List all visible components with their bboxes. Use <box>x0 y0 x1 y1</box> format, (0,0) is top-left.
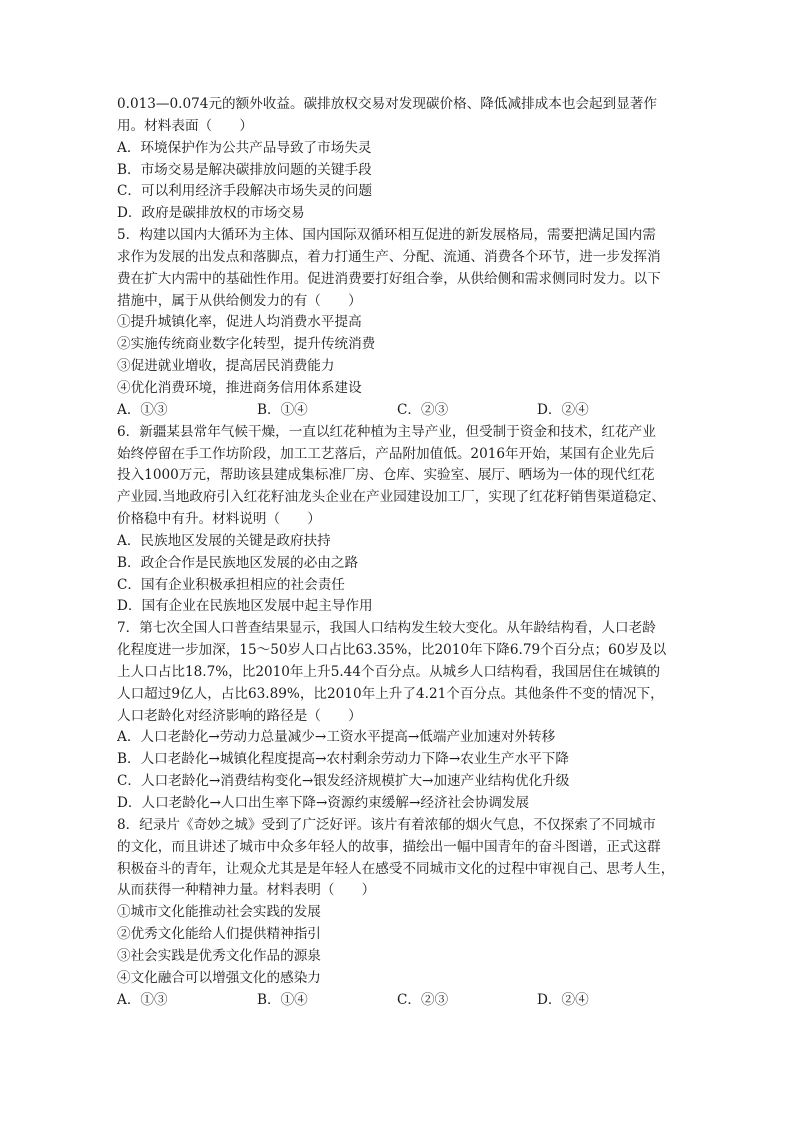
answer-options-row <box>117 990 682 1012</box>
answer-option-b: B．①④ <box>257 401 308 418</box>
answer-option-c: C．国有企业积极承担相应的社会责任 <box>117 576 345 593</box>
answer-option-c: C．②③ <box>397 991 449 1008</box>
question-text-line: 上人口占比18.7%，比2010年上升5.44个百分点。从城乡人口结构看，我国居住在城镇的 <box>117 663 661 680</box>
question-text-line: 价格稳中有升。材料说明（ ） <box>117 511 321 528</box>
answer-option-a: A．环境保护作为公共产品导致了市场失灵 <box>117 139 372 156</box>
question-text-line: 人口老龄化对经济影响的路径是（ ） <box>117 707 362 724</box>
statement-item: ④优化消费环境，推进商务信用体系建设 <box>117 379 362 396</box>
question-text-line: 8．纪录片《奇妙之城》受到了广泛好评。该片有着浓郁的烟火气息，不仅探索了不同城市 <box>117 816 656 833</box>
answer-options-row <box>117 400 682 422</box>
question-5 <box>117 225 682 422</box>
answer-option-d: D．人口老龄化→人口出生率下降→资源约束缓解→经济社会协调发展 <box>117 795 530 811</box>
answer-option-b: B．市场交易是解决碳排放问题的关键手段 <box>117 161 372 178</box>
question-text-line: 投入1000万元，帮助该县建成集标准厂房、仓库、实验室、展厅、晒场为一体的现代红花 <box>117 467 655 484</box>
question-4-tail <box>117 94 682 225</box>
question-text-line: 始终停留在手工作坊阶段，加工工艺落后，产品附加值低。2016年开始，某国有企业先后 <box>117 445 655 462</box>
statement-item: ①城市文化能推动社会实践的发展 <box>117 904 321 921</box>
statement-item: ①提升城镇化率，促进人均消费水平提高 <box>117 314 362 331</box>
question-text-line: 用。材料表面（ ） <box>117 117 253 134</box>
answer-option-a: A．人口老龄化→劳动力总量减少→工资水平提高→低端产业加速对外转移 <box>117 729 556 746</box>
answer-option-a: A．①③ <box>117 991 168 1008</box>
answer-option-d: D．政府是碳排放权的市场交易 <box>117 205 305 222</box>
answer-option-d: D．国有企业在民族地区发展中起主导作用 <box>117 598 373 615</box>
statement-item: ③促进就业增收，提高居民消费能力 <box>117 358 335 375</box>
answer-option-b: B．政企合作是民族地区发展的必由之路 <box>117 554 359 571</box>
question-text-line: 化程度进一步加深，15～50岁人口占比63.35%，比2010年下降6.79个百分点；60岁及以 <box>117 642 667 659</box>
answer-option-d: D．②④ <box>537 401 589 418</box>
answer-option-c: C．②③ <box>397 401 449 418</box>
statement-item: ③社会实践是优秀文化作品的源泉 <box>117 947 321 964</box>
question-8 <box>117 815 682 1012</box>
question-text-line: 求作为发展的出发点和落脚点，着力打通生产、分配、流通、消费各个环节，进一步发挥消 <box>117 248 661 265</box>
exam-page <box>117 94 682 1011</box>
statement-item: ②优秀文化能给人们提供精神指引 <box>117 926 321 943</box>
question-text-line: 7．第七次全国人口普查结果显示，我国人口结构发生较大变化。从年龄结构看，人口老龄 <box>117 620 656 637</box>
question-text-line: 5．构建以国内大循环为主体、国内国际双循环相互促进的新发展格局，需要把满足国内需 <box>117 227 656 244</box>
question-7 <box>117 618 682 815</box>
question-text-line: 措施中，属于从供给侧发力的有（ ） <box>117 292 362 309</box>
question-text-line: 的文化，而且讲述了城市中众多年轻人的故事，描绘出一幅中国青年的奋斗图谱，正式这群 <box>117 838 661 855</box>
question-text-line: 积极奋斗的青年，让观众尤其是是年轻人在感受不同城市文化的过程中审视自己、思考人生， <box>117 860 675 877</box>
question-text-line: 费在扩大内需中的基础性作用。促进消费要打好组合拳，从供给侧和需求侧同时发力。以下 <box>117 270 661 287</box>
question-text-line: 人口超过9亿人，占比63.89%，比2010年上升了4.21个百分点。其他条件不变的情况下， <box>117 685 664 702</box>
answer-option-d: D．②④ <box>537 991 589 1008</box>
answer-option-c: C．人口老龄化→消费结构变化→银发经济规模扩大→加速产业结构优化升级 <box>117 773 570 790</box>
question-text-line: 从而获得一种精神力量。材料表明（ ） <box>117 882 376 899</box>
answer-option-a: A．①③ <box>117 401 168 418</box>
answer-option-c: C．可以利用经济手段解决市场失灵的问题 <box>117 183 373 200</box>
statement-item: ④文化融合可以增强文化的感染力 <box>117 969 321 986</box>
question-6 <box>117 422 682 619</box>
answer-option-b: B．①④ <box>257 991 308 1008</box>
question-text-line: 产业园.当地政府引入红花籽油龙头企业在产业园建设加工厂，实现了红花籽销售渠道稳定、 <box>117 489 666 506</box>
answer-option-a: A．民族地区发展的关键是政府扶持 <box>117 532 331 549</box>
statement-item: ②实施传统商业数字化转型，提升传统消费 <box>117 336 376 353</box>
question-text-line: 6．新疆某县常年气候干燥，一直以红花种植为主导产业，但受制于资金和技术，红花产业 <box>117 423 656 440</box>
answer-option-b: B．人口老龄化→城镇化程度提高→农村剩余劳动力下降→农业生产水平下降 <box>117 751 569 768</box>
question-text-line: 0.013—0.074元的额外收益。碳排放权交易对发现碳价格、降低减排成本也会起到显著作 <box>117 96 658 112</box>
